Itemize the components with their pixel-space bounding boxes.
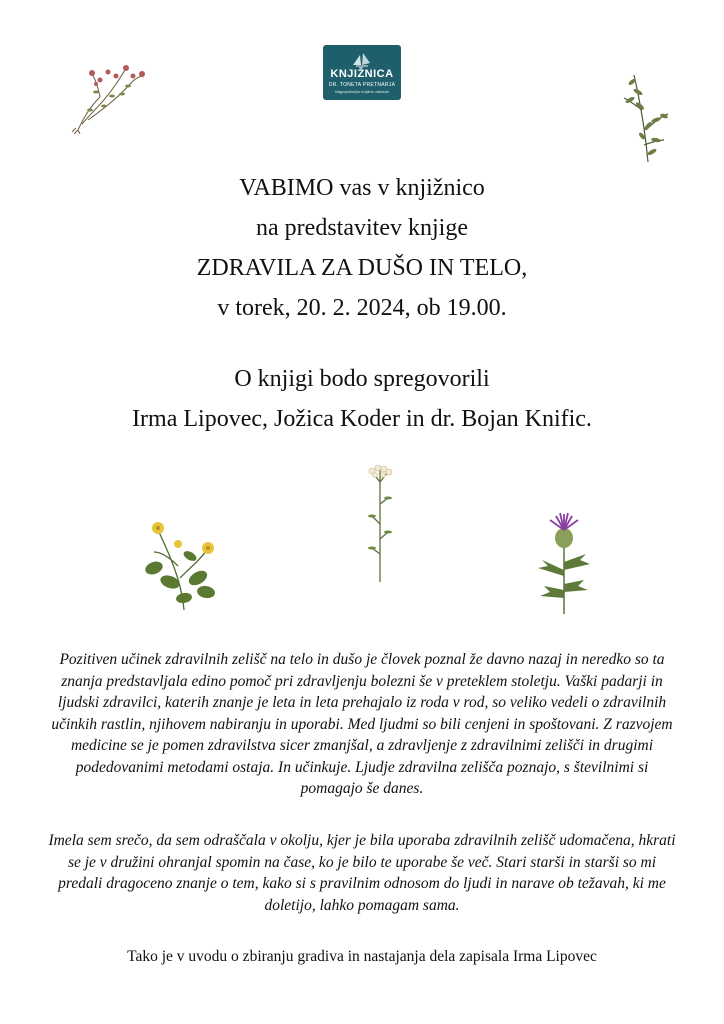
speakers-intro: O knjigi bodo spregovorili bbox=[234, 366, 490, 392]
thyme-plant-icon bbox=[70, 62, 148, 134]
logo-tagline: Najpopolnejše knjižne zaklade bbox=[335, 89, 389, 94]
paragraph-line: Pozitiven učinek zdravilnih zelišč na telo in dušo je človek poznal že davno nazaj in neredko so ta bbox=[59, 651, 665, 668]
paragraph-line: medicine se je pomen zdravilstva sicer zmanjšal, a zdravljenje z zdravilnimi zelišči in drugimi bbox=[70, 737, 654, 754]
description-paragraph-2 bbox=[33, 830, 691, 916]
speakers-names: Irma Lipovec, Jožica Koder in dr. Bojan Knific. bbox=[132, 406, 592, 432]
yarrow-plant-icon bbox=[364, 464, 396, 584]
paragraph-line: učinkih rastlin, njihovem nabiranju in uporabi. Med ljudmi so bili cenjeni in spoštovani. Z razvojem bbox=[51, 715, 673, 733]
paragraph-line: doletijo, lahko pomagam sama. bbox=[264, 896, 460, 914]
speakers-block bbox=[0, 359, 724, 439]
invitation-heading bbox=[0, 168, 724, 328]
closing-note: Tako je v uvodu o zbiranju gradiva in nastajanja dela zapisala Irma Lipovec bbox=[127, 948, 597, 965]
library-logo bbox=[323, 45, 401, 100]
paragraph-line: pomagajo še danes. bbox=[300, 780, 424, 797]
event-date: v torek, 20. 2. 2024, ob 19.00. bbox=[217, 295, 507, 321]
description-paragraph-1 bbox=[33, 649, 691, 800]
paragraph-line: znanja predstavljala edino pomoč pri zdravljenju bolezni še v preteklem stoletju. Vaški padarji in bbox=[61, 672, 663, 690]
paragraph-line: se je v družini ohranjal spomin na čase, ko je bilo te uporabe še več. Stari starši in starši so mi bbox=[67, 853, 657, 871]
book-title: ZDRAVILA ZA DUŠO IN TELO, bbox=[196, 255, 528, 281]
logo-name: KNJIŽNICA bbox=[330, 68, 394, 80]
book-logo-icon bbox=[323, 49, 401, 69]
invitation-line-2: na predstavitev knjige bbox=[256, 215, 468, 241]
celandine-plant-icon bbox=[140, 518, 224, 613]
paragraph-line: Imela sem srečo, da sem odraščala v okolju, kjer je bila uporaba zdravilnih zelišč udomačena, hkrati bbox=[48, 832, 676, 849]
wormwood-plant-icon bbox=[620, 70, 672, 165]
paragraph-line: podedovanimi metodami ostaja. In učinkuje. Ljudje zdravilna zelišča poznajo, s številnimi si bbox=[75, 758, 649, 776]
logo-subtitle: DR. TONETA PRETNARJA bbox=[328, 82, 396, 88]
invitation-line-1: VABIMO vas v knjižnico bbox=[239, 175, 485, 201]
paragraph-line: ljudski zdravilci, katerih znanje je leta in leta prehajalo iz roda v rod, so veliko vedeli o zdravilnih bbox=[57, 694, 667, 711]
paragraph-line: predali dragoceno znanje o tem, kako si s pravilnim odnosom do ljudi in narave ob težavah, ki me bbox=[58, 875, 666, 892]
thistle-plant-icon bbox=[534, 510, 592, 616]
